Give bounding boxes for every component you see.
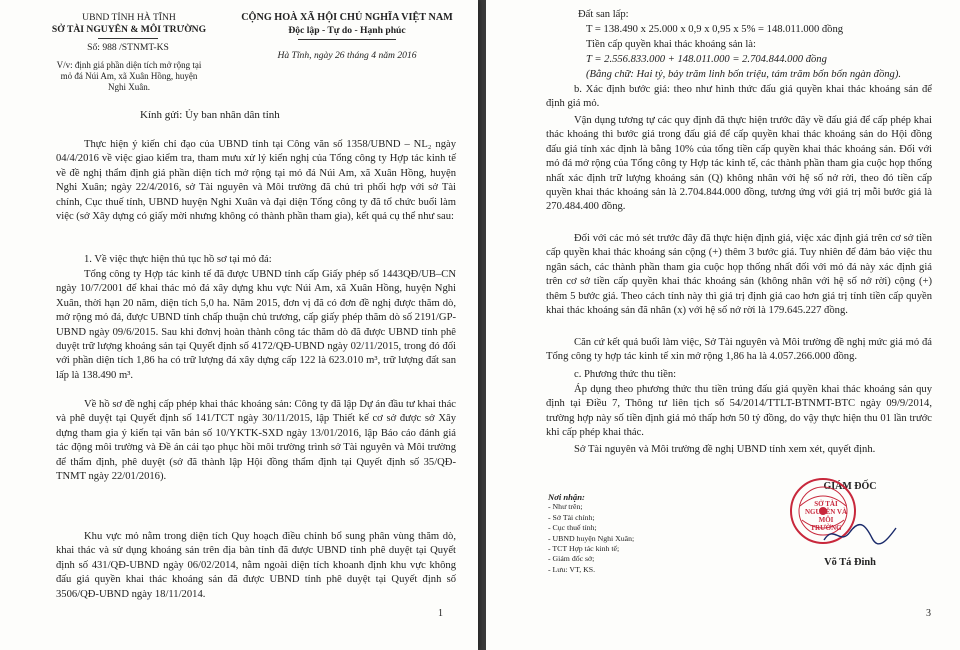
nation-underline [298,39,396,40]
org-underline [98,38,158,39]
org-header [44,12,214,36]
recipients-block [548,492,634,575]
heading-section-1: 1. Về việc thực hiện thủ tục hồ sơ tại mỏ đá: [84,254,272,265]
paragraph-closing: Sở Tài nguyên và Môi trường đề nghị UBND tỉnh xem xét, quyết định. [574,444,876,455]
recipient-item: - Giám đốc sở; [548,554,595,564]
page-number-right: 3 [926,608,931,619]
recipient-item: - Sở Tài chính; [548,512,595,522]
date-line: Hà Tĩnh, ngày 26 tháng 4 năm 2016 [277,50,417,61]
org-line-2: SỞ TÀI NGUYÊN & MÔI TRƯỜNG [51,24,207,35]
recipient-item: - Như trên; [548,502,583,512]
doc-subject: V/v: định giá phần diện tích mở rộng tại mỏ đá Núi Am, xã Xuân Hồng, huyện Nghi Xuân. [56,60,202,92]
formula-1: T = 138.490 x 25.000 x 0,9 x 0,95 x 5% = 148.011.000 đồng [586,24,844,35]
item-b-heading: b. Xác định bước giá: theo như hình thức đấu giá quyền khai thác khoáng sản để định giá mỏ. [546,84,932,110]
paragraph-intro: Thực hiện ý kiến chỉ đạo của UBND tỉnh tại Công văn số 1358/UBND – NL₂ ngày 04/4/2016 về việc giao kiểm tra, tham mưu xử lý kiến nghị của Tổng công ty Hợp tác kinh tế về đề nghị thẩm định giá phần diện tích mở rộng tại mỏ đá Núi Am, xã Xuân Hồng, huyện Nghi Xuân; ngày 22/4/2016, sở Tài nguyên và Môi trường đã chủ trì phối hợp với sở Tài chính, Cục thuế tỉnh, UBND huyện Nghi Xuân và đại diện Tổng công ty đã tổ chức buổi làm việc (sở Xây dựng có giấy mời nhưng không có thành phần tham gia), kết quả cụ thể như sau: [56,139,456,223]
paragraph-step-price: Vận dụng tương tự các quy định đã thực hiện trước đây về đấu giá để cấp phép khai thác khoáng thì bước giá trong đấu giá để cấp quyền khai thác khoáng sản do Hội đồng đấu giá tính xác định là bằng 10% của tổng tiền cấp quyền khai thác khoáng sản. Đối với mỏ đá mở rộng của Tổng công ty Hợp tác kinh tế, các thành phần tham gia cuộc họp thống nhất xác định trữ lượng khoáng sản (Q) không nhân với hệ số nở rời, theo đó tiền cấp quyền khai thác khoáng sản là 2.704.844.000 đồng, tương ứng với giá trị mỗi bước giá là 270.484.400 đồng. [546,115,932,213]
document-page-1 [0,0,478,650]
signer-title: GIÁM ĐỐC [823,481,877,492]
stamp-text: SỞ TÀI NGUYÊN VÀ MÔI TRƯỜNG [804,500,848,532]
paragraph-license: Tổng công ty Hợp tác kinh tế đã được UBND tỉnh cấp Giấy phép số 1443QĐ/UB–CN ngày 10/7/2001 để khai thác mỏ đá xây dựng khu vực Núi Am, xã Xuân Hồng, huyện Nghi Xuân, thời hạn 20 năm, diện tích 5,0 ha. Năm 2015, đơn vị đã có đơn đề nghị được thăm dò, mở rộng mỏ đá, được UBND tỉnh chấp thuận chủ trương, cấp giấy phép thăm dò số 2191/GP-UBND ngày 09/6/2015. Sau khi đơnvị hoàn thành công tác thăm dò đã được UBND tỉnh phê duyệt trữ lượng khoáng sản tại Quyết định số 4172/QĐ-UBND ngày 02/11/2015, trong đó đối với phần diện tích 1,86 ha có trữ lượng đá xây dựng cấp 122 là 623.010 m³, trữ lượng đất san lấp là 138.490 m³. [56,269,456,381]
doc-number: Số: 988 /STNMT-KS [87,42,169,53]
paragraph-payment: Áp dụng theo phương thức thu tiền trúng đấu giá quyền khai thác khoáng sản quy định tại Điều 7, Thông tư liên tịch số 54/2014/TTLT-BTNMT-BTC ngày 09/9/2014, trường hợp này số tiền định giá mỏ thấp hơn 50 tỷ đồng, do vậy thực hiện thu 01 lần trước khi cấp phép khai thác. [546,384,932,439]
recipient-item: - UBND huyện Nghi Xuân; [548,533,635,543]
signature [820,520,900,548]
formula-2: T = 2.556.833.000 + 148.011.000 = 2.704.844.000 đồng [586,54,827,65]
amount-in-words: (Bằng chữ: Hai tỷ, bảy trăm linh bốn triệu, tám trăm bốn bốn ngàn đồng). [586,69,902,80]
total-label: Tiền cấp quyền khai thác khoáng sản là: [586,39,756,50]
item-c-heading: c. Phương thức thu tiền: [574,369,677,380]
recipient-item: - Cục thuế tỉnh; [548,523,597,533]
line-dat-san-lap: Đất san lấp: [578,9,629,20]
nation-line-2: Độc lập - Tự do - Hạnh phúc [288,25,406,36]
paragraph-proposal: Căn cứ kết quả buổi làm việc, Sở Tài nguyên và Môi trường đề nghị mức giá mỏ đá Tổng công ty hợp tác kinh tế xin mở rộng 1,86 ha là 4.057.266.000 đồng. [546,337,932,363]
paragraph-dossier: Về hồ sơ đề nghị cấp phép khai thác khoáng sản: Công ty đã lập Dự án đầu tư khai thác và phê duyệt tại Quyết định số 141/TCT ngày 30/11/2015, lập Thiết kế cơ sở được sở Xây dựng tham gia ý kiến tại văn bản số 10/YKTK-SXD ngày 13/01/2016, lập Báo cáo đánh giá tác động môi trường và Đề án cải tạo phục hồi môi trường trình sở Tài nguyên và Môi trường để thẩm định, phê duyệt (sở đã thành lập Hội đồng thẩm định tại Quyết định số 35/QĐ-TNMT ngày 22/01/2016). [56,399,456,483]
org-line-1: UBND TỈNH HÀ TĨNH [82,12,176,23]
paragraph-planning: Khu vực mỏ nằm trong diện tích Quy hoạch điều chỉnh bổ sung phân vùng thăm dò, khai thác và sử dụng khoáng sản trên địa bàn tỉnh đã được UBND tỉnh phê duyệt tại Quyết định số 431/QĐ-UBND ngày 06/02/2014, nằm ngoài diện tích khoanh định khu vực không đấu giá quyền khai thác khoáng sản đã được UBND tỉnh phê duyệt tại Quyết định số 3506/QĐ-UBND ngày 18/11/2014. [56,531,456,600]
recipient-item: - TCT Hợp tác kinh tế; [548,544,620,554]
recipient-item: - Lưu: VT, KS. [548,564,596,574]
recipients-title: Nơi nhận: [548,492,585,502]
page-number: 1 [438,608,443,619]
nation-line-1: CỘNG HOÀ XÃ HỘI CHỦ NGHĨA VIỆT NAM [241,12,453,23]
greeting: Kính gửi: Ủy ban nhân dân tỉnh [140,109,280,121]
signer-name: Võ Tá Đinh [824,557,876,568]
paragraph-clay-mines: Đối với các mỏ sét trước đây đã thực hiện định giá, việc xác định giá trên cơ sở tiền cấp quyền khai thác khoáng sản cộng (+) thêm 3 bước giá. Tuy nhiên để đảm bảo việc thu ngân sách, các thành phần tham gia cuộc họp thống nhất đối với mỏ đá này xác định giá trên cơ sở tiền cấp quyền khai thác khoáng sản (không nhân với hệ số nở rời) cộng (+) thêm 5 bước giá. Theo cách tính này thì giá trị định giá cao hơn giá trị tính tiền cấp quyền khai thác khoáng sản đã nhân (x) với hệ số nở rời là 179.645.227 đồng. [546,233,932,317]
